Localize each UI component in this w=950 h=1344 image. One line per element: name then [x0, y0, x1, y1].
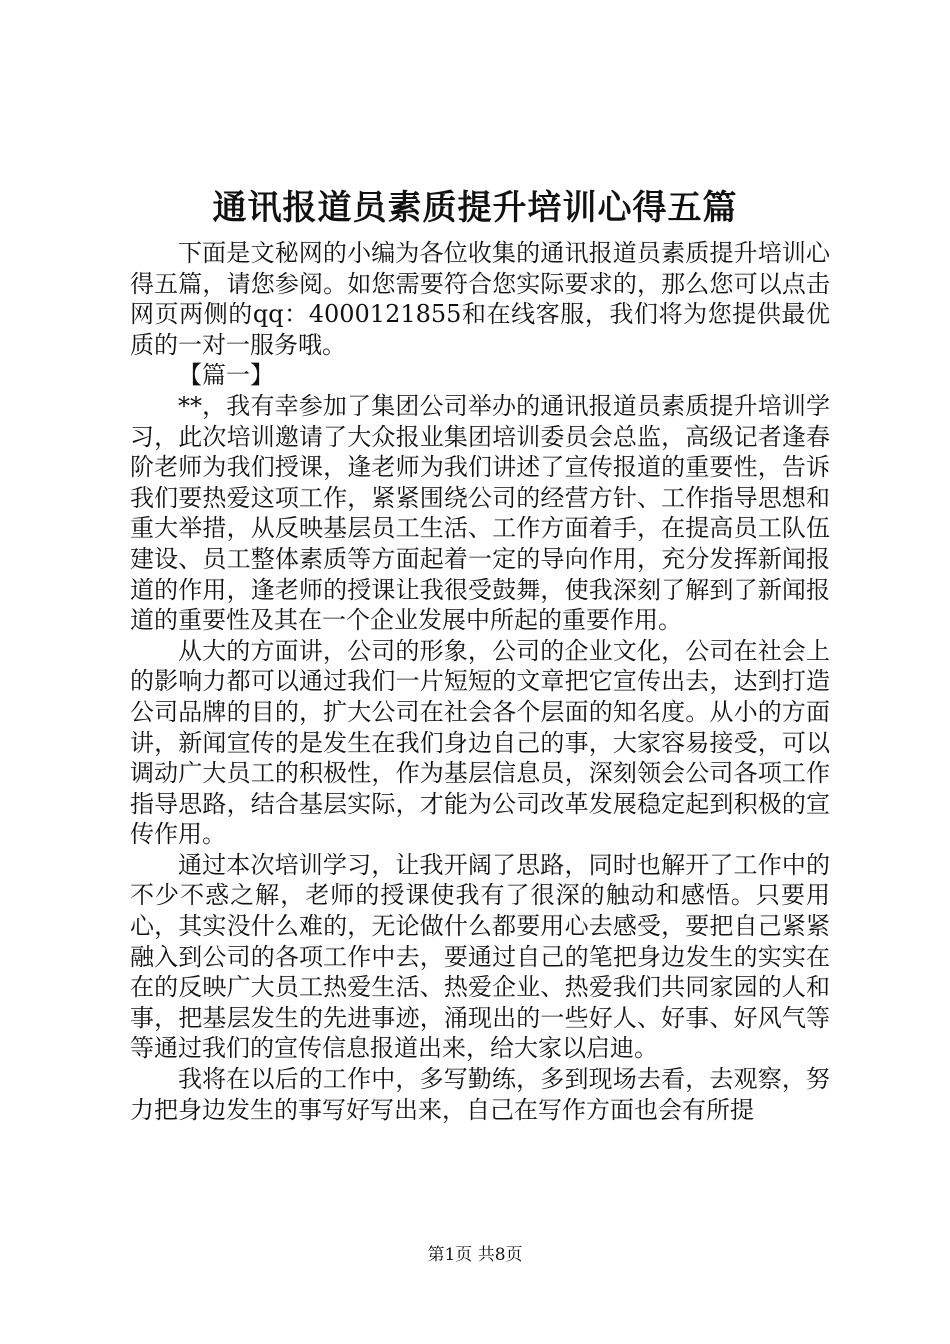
document-body [130, 238, 830, 1125]
intro-paragraph: 下面是文秘网的小编为各位收集的通讯报道员素质提升培训心得五篇，请您参阅。如您需要符合您实际要求的，那么您可以点击网页两侧的qq：4000121855和在线客服，我们将为您提供最优质的一对一服务哦。 [130, 239, 830, 359]
body-paragraph: 通过本次培训学习，让我开阔了思路，同时也解开了工作中的不少不惑之解，老师的授课使我有了很深的触动和感悟。只要用心，其实没什么难的，无论做什么都要用心去感受，要把自己紧紧融入到公司的各项工作中去，要通过自己的笔把身边发生的实实在在的反映广大员工热爱生活、热爱企业、热爱我们共同家园的人和事，把基层发生的先进事迹，涌现出的一些好人、好事、好风气等等通过我们的宣传信息报道出来，给大家以启迪。 [130, 850, 830, 1063]
body-paragraph: 我将在以后的工作中，多写勤练，多到现场去看，去观察，努力把身边发生的事写好写出来，自己在写作方面也会有所提 [130, 1065, 830, 1124]
section-heading: 【篇一】 [178, 361, 274, 390]
body-paragraph: **，我有幸参加了集团公司举办的通讯报道员素质提升培训学习，此次培训邀请了大众报业集团培训委员会总监，高级记者逢春阶老师为我们授课，逢老师为我们讲述了宣传报道的重要性，告诉我们要热爱这项工作，紧紧围绕公司的经营方针、工作指导思想和重大举措，从反映基层员工生活、工作方面着手，在提高员工队伍建设、员工整体素质等方面起着一定的导向作用，充分发挥新闻报道的作用，逢老师的授课让我很受鼓舞，使我深刻了解到了新闻报道的重要性及其在一个企业发展中所起的重要作用。 [130, 391, 830, 635]
document-title: 通讯报道员素质提升培训心得五篇 [212, 188, 738, 228]
body-paragraph: 从大的方面讲，公司的形象，公司的企业文化，公司在社会上的影响力都可以通过我们一片短短的文章把它宣传出去，达到打造公司品牌的目的，扩大公司在社会各个层面的知名度。从小的方面讲，新闻宣传的是发生在我们身边自己的事，大家容易接受，可以调动广大员工的积极性，作为基层信息员，深刻领会公司各项工作指导思路，结合基层实际，才能为公司改革发展稳定起到积极的宣传作用。 [130, 636, 830, 849]
page-number-footer: 第1页 共8页 [427, 1245, 523, 1265]
